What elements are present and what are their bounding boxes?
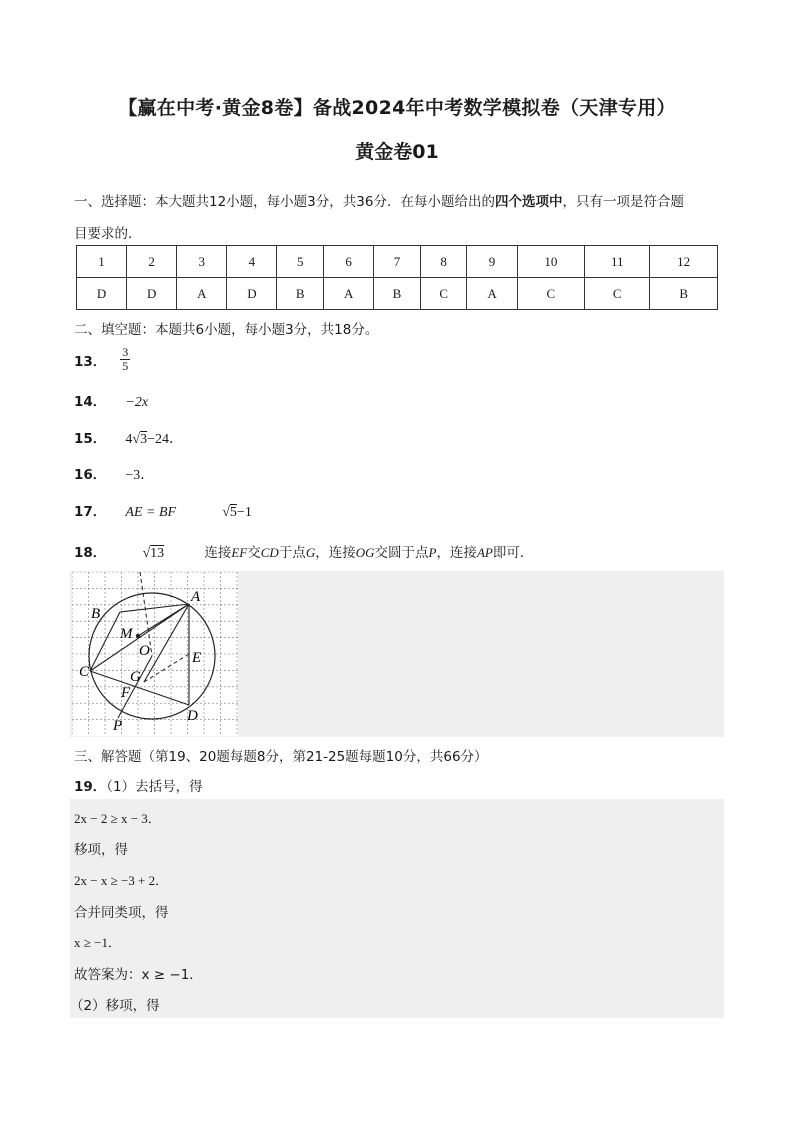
table-cell-number: 6	[324, 246, 374, 278]
q15-coef: 4	[125, 432, 133, 447]
table-cell-answer: A	[324, 278, 374, 310]
q13-fraction	[120, 346, 130, 373]
label-c: C	[79, 664, 90, 680]
q14-answer: −2x	[125, 395, 149, 410]
page-title: 【赢在中考·黄金8卷】备战2024年中考数学模拟卷（天津专用）	[118, 97, 676, 119]
section1-heading-line2: 目要求的．	[74, 226, 142, 242]
sqrt-sign: √	[142, 546, 151, 561]
explanation-text: 于点	[278, 545, 306, 561]
q18-number: 18．	[74, 545, 107, 561]
table-cell-answer: D	[127, 278, 177, 310]
geometry-figure	[72, 572, 238, 736]
table-cell-answer: C	[517, 278, 585, 310]
q19-line-5: 合并同类项，得	[74, 905, 169, 921]
section1-heading: 一、选择题：本大题共12小题，每小题3分，共36分．在每小题给出的四个选项中，只有一项是符合题	[74, 194, 684, 210]
table-cell-answer: C	[420, 278, 467, 310]
label-g: G	[130, 669, 141, 685]
label-d: D	[187, 708, 198, 724]
table-cell-answer: A	[177, 278, 227, 310]
q16-answer: −3．	[125, 468, 155, 483]
q17-answer1: AE = BF	[125, 505, 177, 520]
section2-heading: 二、填空题：本题共6小题，每小题3分，共18分。	[74, 322, 379, 338]
table-cell-number: 12	[650, 246, 718, 278]
math-symbol: G	[305, 545, 316, 560]
q19-line-8: （2）移项，得	[70, 998, 160, 1014]
q19-line-3: 移项，得	[74, 842, 128, 858]
table-cell-number: 3	[177, 246, 227, 278]
table-cell-answer: A	[467, 278, 517, 310]
explanation-text: 即可．	[492, 545, 534, 561]
explanation-text: ，连接	[315, 545, 356, 561]
explanation-text: 交圆于点	[374, 545, 429, 561]
explanation-text: 交	[247, 545, 261, 561]
q19-line-7: 故答案为：x ≥ −1．	[74, 967, 203, 983]
table-cell-answer: B	[650, 278, 718, 310]
table-cell-number: 4	[227, 246, 277, 278]
table-cell-number: 8	[420, 246, 467, 278]
q15-number: 15．	[74, 431, 107, 447]
q18-explanation	[204, 545, 533, 561]
page-subtitle: 黄金卷01	[355, 141, 439, 163]
section3-heading: 三、解答题（第19、20题每题8分，第21-25题每题10分，共66分）	[74, 749, 488, 765]
table-cell-answer: C	[585, 278, 650, 310]
explanation-text: ，连接	[436, 545, 477, 561]
answer-table	[76, 245, 718, 310]
q13-number: 13．	[74, 353, 107, 370]
label-o: O	[139, 643, 150, 659]
q17-radicand: 5	[229, 505, 237, 520]
table-cell-answer: D	[227, 278, 277, 310]
q18	[74, 541, 533, 562]
label-b: B	[91, 606, 101, 622]
q16	[74, 463, 154, 484]
q19-line-2: 2x − 2 ≥ x − 3．	[74, 811, 161, 826]
q18-radicand: 13	[150, 546, 165, 561]
q19-line-6: x ≥ −1．	[74, 935, 121, 950]
math-symbol: P	[428, 545, 437, 560]
q19-line-1: 19．（1）去括号，得	[74, 779, 203, 795]
q17	[74, 500, 252, 521]
table-cell-number: 2	[127, 246, 177, 278]
q17-tail: −1	[236, 505, 252, 520]
explanation-text: 连接	[204, 545, 232, 561]
label-p: P	[113, 718, 123, 734]
answer-table-number-row	[77, 246, 718, 278]
point-m	[136, 634, 140, 638]
table-cell-number: 11	[585, 246, 650, 278]
table-cell-number: 9	[467, 246, 517, 278]
math-symbol: EF	[231, 545, 248, 560]
q14	[74, 390, 148, 411]
q19-number: 19．	[74, 779, 107, 795]
table-cell-number: 10	[517, 246, 585, 278]
q15-tail: −24．	[147, 432, 183, 447]
table-cell-answer: D	[77, 278, 127, 310]
q16-number: 16．	[74, 467, 107, 483]
sqrt-sign: √	[222, 505, 230, 520]
q14-number: 14．	[74, 394, 107, 410]
label-m: M	[120, 626, 133, 642]
math-symbol: AP	[476, 545, 493, 560]
label-f: F	[121, 685, 131, 701]
table-cell-answer: B	[277, 278, 324, 310]
q19-line-4: 2x − x ≥ −3 + 2．	[74, 873, 169, 888]
q13	[74, 346, 130, 373]
label-e: E	[192, 650, 202, 666]
sqrt-sign: √	[132, 432, 141, 447]
table-cell-number: 7	[374, 246, 421, 278]
table-cell-number: 5	[277, 246, 324, 278]
table-cell-number: 1	[77, 246, 127, 278]
label-a: A	[191, 589, 201, 605]
q13-numerator: 3	[122, 345, 129, 359]
q13-denominator: 5	[122, 359, 129, 373]
answer-table-answer-row	[77, 278, 718, 310]
table-cell-answer: B	[374, 278, 421, 310]
math-symbol: CD	[260, 545, 279, 560]
q15-radicand: 3	[140, 432, 148, 447]
q15	[74, 427, 183, 448]
math-symbol: OG	[355, 545, 375, 560]
q17-number: 17．	[74, 504, 107, 520]
